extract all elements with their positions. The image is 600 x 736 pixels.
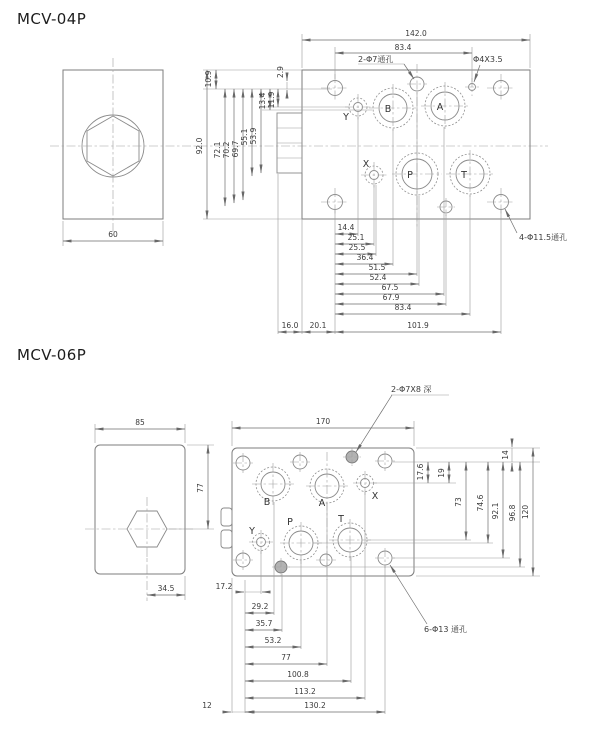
dim-label: 14.4: [337, 223, 355, 232]
port-label-B: B: [384, 104, 392, 115]
dim-label: 19: [437, 468, 446, 478]
dim-label: 120: [521, 504, 530, 520]
dim-label: 17.2: [215, 582, 233, 591]
dim-label: 25.5: [348, 243, 366, 252]
dim-label: 60: [108, 230, 118, 239]
port-label-A: A: [436, 102, 444, 113]
dim-label: 130.2: [304, 701, 326, 710]
port-centermark: [369, 84, 417, 132]
port-label-T: T: [461, 170, 467, 181]
dim-label: 74.6: [476, 494, 485, 512]
leader-line: [390, 565, 427, 624]
leader-line: [404, 64, 414, 79]
drawing-title-mcv04p: MCV-04P: [17, 10, 87, 28]
dim-label: 17.6: [416, 463, 425, 481]
dim-label: 100.8: [287, 670, 309, 679]
dim-label: 11.9: [267, 91, 276, 109]
dim-label: 73: [454, 497, 463, 507]
port-label-X: X: [371, 491, 379, 502]
hole-callout: 4-Φ11.5通孔: [519, 233, 568, 242]
port-label-X: X: [362, 159, 370, 170]
leader-line: [505, 209, 517, 233]
port-centermark: [446, 150, 494, 198]
dim-label: 113.2: [294, 687, 316, 696]
hole-centermarks: [321, 74, 515, 216]
mcv06p-side-view: [85, 418, 214, 601]
mcv06p-main-view: [221, 448, 414, 580]
side-body-outline: [95, 445, 185, 574]
hole-callout: Φ4X3.5: [473, 55, 503, 64]
port-label-B: B: [263, 497, 271, 508]
dim-label: 92.0: [195, 137, 204, 155]
port-B: [252, 463, 294, 508]
port-P: [280, 517, 322, 564]
dim-label: 29.2: [251, 602, 269, 611]
mcv06p-drawing: [17, 346, 540, 714]
dim-label: 34.5: [157, 584, 175, 593]
side-tab: [221, 530, 232, 548]
mcv06p-top-dims: [232, 385, 449, 452]
port-label-A: A: [318, 498, 326, 509]
hole-callout: 2-Φ7通孔: [358, 55, 394, 64]
port-Y: [248, 526, 273, 554]
plate-outline: [232, 448, 414, 576]
port-centermark: [421, 82, 469, 130]
port-label-Y: Y: [249, 526, 255, 537]
mcv04p-bottom-dims: [278, 92, 567, 334]
mcv04p-top-dims: [302, 29, 530, 82]
centerlines: [85, 497, 195, 601]
port-label-P: P: [407, 170, 413, 181]
port-label-Y: Y: [343, 112, 349, 123]
port-label-T: T: [338, 514, 344, 525]
port-T: [446, 150, 494, 198]
dim-label: 36.4: [356, 253, 374, 262]
leader-line: [474, 65, 480, 82]
port-centermark: [252, 463, 294, 505]
connector-segments: [277, 128, 302, 158]
dim-label: 170: [315, 417, 331, 426]
side-tab: [221, 508, 232, 526]
dim-label: 67.9: [382, 293, 400, 302]
dim-label: 10.9: [204, 70, 213, 88]
dim-label: 51.5: [368, 263, 386, 272]
dim-label: 72.1: [213, 141, 222, 159]
dim-label: 55.1: [240, 128, 249, 146]
dim-label: 70.2: [222, 141, 231, 159]
dim-label: 2.9: [276, 66, 285, 78]
mcv04p-drawing: [17, 10, 567, 334]
drawing-title-mcv06p: MCV-06P: [17, 346, 87, 364]
port-X: [353, 471, 379, 502]
hole-centermarks: [233, 451, 395, 570]
dim-label: 142.0: [405, 29, 427, 38]
dim-label: 53.2: [264, 636, 282, 645]
hole-callout: 6-Φ13 通孔: [424, 625, 467, 634]
dim-label: 85: [135, 418, 145, 427]
mcv06p-bottom-dims: [202, 492, 467, 714]
dim-label: 67.5: [381, 283, 399, 292]
dim-label: 12: [202, 701, 212, 710]
dim-label: 96.8: [508, 504, 517, 522]
hole-centermarks: [272, 448, 361, 576]
dim-label: 53.9: [249, 127, 258, 145]
dim-label: 101.9: [407, 321, 429, 330]
dim-label: 13.4: [258, 92, 267, 110]
mcv04p-side-view: [63, 58, 163, 246]
dim-label: 83.4: [394, 303, 412, 312]
port-A: [421, 82, 469, 130]
dim-label: 35.7: [255, 619, 273, 628]
dim-label: 25.1: [347, 233, 365, 242]
port-B: [369, 84, 417, 132]
dim-label: 83.4: [394, 43, 412, 52]
leader-line: [356, 395, 392, 452]
dim-label: 69.7: [231, 140, 240, 158]
dim-label: 77: [281, 653, 291, 662]
port-Y: [342, 94, 371, 123]
dim-label: 16.0: [281, 321, 299, 330]
dim-label: 92.1: [491, 502, 500, 520]
dim-label: 20.1: [309, 321, 327, 330]
port-label-P: P: [287, 517, 293, 528]
mcv04p-left-dims: [195, 66, 372, 219]
hole-callout: 2-Φ7X8 深: [391, 385, 432, 394]
dim-label: 77: [196, 483, 205, 493]
port-X: [361, 159, 387, 188]
dim-label: 14: [501, 450, 510, 460]
dim-label: 52.4: [369, 273, 387, 282]
